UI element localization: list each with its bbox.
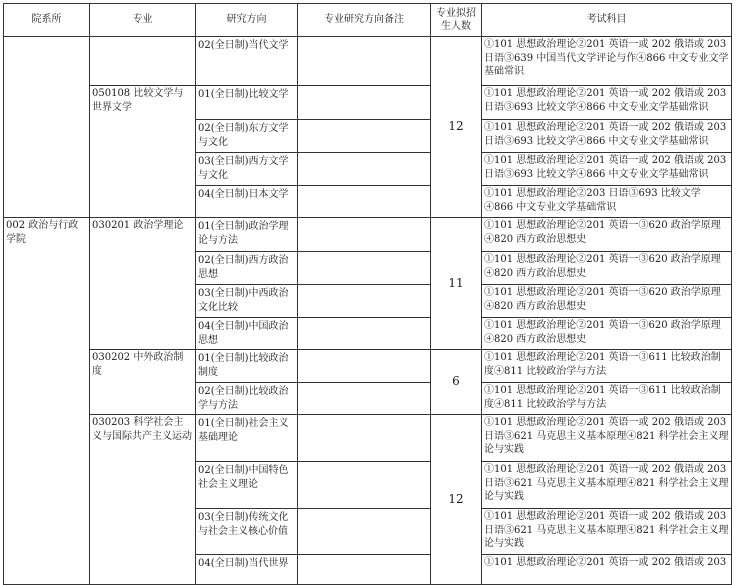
exam-cell: ①101 思想政治理论②203 日语③693 比较文学④866 中文专业文学基础常识 [482, 186, 732, 218]
major-cell: 030201 政治学理论 [90, 218, 196, 350]
notes-cell [298, 350, 431, 383]
table-row [4, 86, 732, 120]
header-planned-enrollment: 专业拟招生人数 [431, 4, 482, 37]
header-exam-subjects: 考试科目 [482, 4, 732, 37]
header-direction-notes: 专业研究方向备注 [298, 4, 431, 37]
table-row [4, 350, 732, 383]
notes-cell [298, 415, 431, 462]
exam-cell: ①101 思想政治理论②201 英语一③620 政治学原理④820 西方政治思想史 [482, 218, 732, 252]
enrollment-count: 11 [431, 218, 482, 350]
direction-cell: 02(全日制)当代文学 [196, 37, 298, 86]
notes-cell [298, 252, 431, 285]
exam-cell: ①101 思想政治理论②201 英语一③611 比较政治制度④811 比较政治学与方法 [482, 350, 732, 383]
enrollment-count: 12 [431, 37, 482, 218]
notes-cell [298, 86, 431, 120]
notes-cell [298, 37, 431, 86]
header-direction: 研究方向 [196, 4, 298, 37]
direction-cell: 02(全日制)中国特色社会主义理论 [196, 462, 298, 509]
exam-cell: ①101 思想政治理论②201 英语一③611 比较政治制度④811 比较政治学与方法 [482, 383, 732, 415]
notes-cell [298, 318, 431, 350]
direction-cell: 03(全日制)传统文化与社会主义核心价值 [196, 509, 298, 555]
exam-cell: ①101 思想政治理论②201 英语一或 202 俄语或 203 日语③621 马克思主义基本原理④821 科学社会主义理论与实践 [482, 509, 732, 555]
notes-cell [298, 120, 431, 153]
header-department: 院系所 [4, 4, 90, 37]
table-row [4, 415, 732, 462]
enrollment-count: 12 [431, 415, 482, 585]
notes-cell [298, 555, 431, 585]
direction-cell: 04(全日制)当代世界 [196, 555, 298, 585]
department-cell-continued [4, 37, 90, 218]
notes-cell [298, 218, 431, 252]
direction-cell: 03(全日制)西方文学与文化 [196, 153, 298, 186]
exam-cell: ①101 思想政治理论②201 英语一或 202 俄语或 203 日语③621 马克思主义基本原理④821 科学社会主义理论与实践 [482, 462, 732, 509]
direction-cell: 04(全日制)日本文学 [196, 186, 298, 218]
direction-cell: 04(全日制)中国政治思想 [196, 318, 298, 350]
exam-cell: ①101 思想政治理论②201 英语一或 202 俄语或 203 日语③639 中国当代文学评论与作④866 中文专业文学基础常识 [482, 37, 732, 86]
notes-cell [298, 462, 431, 509]
major-cell: 050108 比较文学与世界文学 [90, 86, 196, 218]
major-cell: 030203 科学社会主义与国际共产主义运动 [90, 415, 196, 585]
header-row [4, 4, 732, 37]
exam-cell: ①101 思想政治理论②201 英语一或 202 俄语或 203 [482, 555, 732, 585]
notes-cell [298, 153, 431, 186]
major-cell-continued [90, 37, 196, 86]
direction-cell: 01(全日制)政治学理论与方法 [196, 218, 298, 252]
direction-cell: 02(全日制)比较政治学与方法 [196, 383, 298, 415]
notes-cell [298, 186, 431, 218]
department-cell: 002 政治与行政学院 [4, 218, 90, 585]
direction-cell: 03(全日制)中西政治文化比较 [196, 285, 298, 318]
major-cell: 030202 中外政治制度 [90, 350, 196, 415]
exam-cell: ①101 思想政治理论②201 英语一③620 政治学原理④820 西方政治思想史 [482, 285, 732, 318]
direction-cell: 02(全日制)东方文学与文化 [196, 120, 298, 153]
admissions-table [3, 3, 732, 585]
direction-cell: 01(全日制)比较文学 [196, 86, 298, 120]
exam-cell: ①101 思想政治理论②201 英语一或 202 俄语或 203 日语③693 比较文学④866 中文专业文学基础常识 [482, 153, 732, 186]
exam-cell: ①101 思想政治理论②201 英语一③620 政治学原理④820 西方政治思想史 [482, 252, 732, 285]
direction-cell: 01(全日制)比较政治制度 [196, 350, 298, 383]
header-major: 专业 [90, 4, 196, 37]
notes-cell [298, 285, 431, 318]
direction-cell: 01(全日制)社会主义基础理论 [196, 415, 298, 462]
enrollment-count: 6 [431, 350, 482, 415]
notes-cell [298, 383, 431, 415]
table-row [4, 37, 732, 86]
exam-cell: ①101 思想政治理论②201 英语一或 202 俄语或 203 日语③693 比较文学④866 中文专业文学基础常识 [482, 86, 732, 120]
exam-cell: ①101 思想政治理论②201 英语一或 202 俄语或 203 日语③693 比较文学④866 中文专业文学基础常识 [482, 120, 732, 153]
exam-cell: ①101 思想政治理论②201 英语一③620 政治学原理④820 西方政治思想史 [482, 318, 732, 350]
exam-cell: ①101 思想政治理论②201 英语一或 202 俄语或 203 日语③621 马克思主义基本原理④821 科学社会主义理论与实践 [482, 415, 732, 462]
direction-cell: 02(全日制)西方政治思想 [196, 252, 298, 285]
table-row [4, 218, 732, 252]
notes-cell [298, 509, 431, 555]
